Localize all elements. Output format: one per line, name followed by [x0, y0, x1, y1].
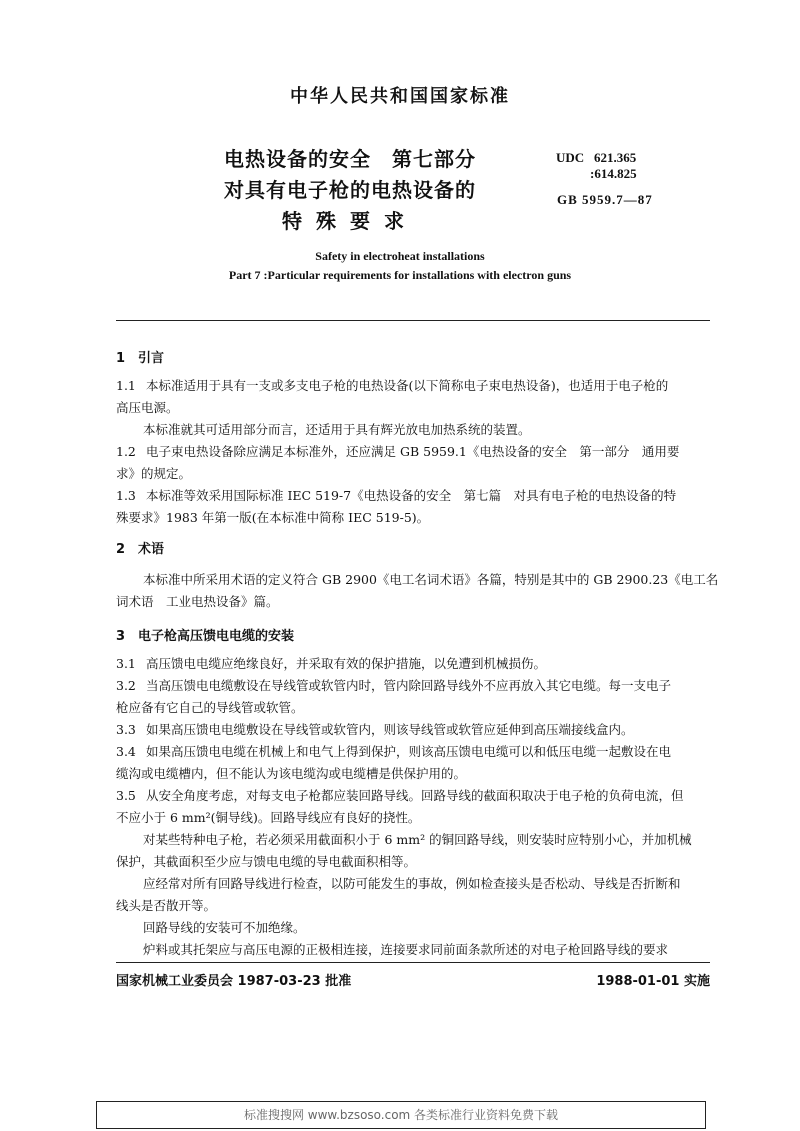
paragraph-text: 线头是否散开等。 — [116, 898, 217, 913]
paragraph-text: 回路导线的安装可不加绝缘。 — [143, 920, 306, 935]
paragraph-text: 缆沟或电缆槽内，但不能认为该电缆沟或电缆槽是供保护用的。 — [116, 766, 467, 781]
document-title-line-2: 对具有电子枪的电热设备的 — [224, 178, 476, 202]
section-1-heading: 1 引言 — [116, 351, 165, 366]
paragraph-3-2 — [116, 676, 671, 696]
standard-org-header: 中华人民共和国国家标准 — [290, 86, 510, 107]
paragraph-text: 求》的规定。 — [116, 466, 192, 481]
paragraph-1-2 — [116, 442, 679, 462]
english-title-line-2: Part 7 :Particular requirements for installations with electron guns — [228, 268, 572, 282]
approval-line: 国家机械工业委员会 1987-03-23 批准 — [116, 974, 352, 989]
section-3-heading: 3 电子枪高压馈电电缆的安装 — [116, 629, 295, 644]
udc-label: UDC — [556, 150, 585, 165]
paragraph-text: 本标准适用于具有一支或多支电子枪的电热设备(以下简称电子束电热设备)，也适用于电子枪的 — [146, 378, 669, 393]
section-2-heading: 2 术语 — [116, 542, 165, 557]
clause-number: 3.3 — [116, 722, 136, 737]
gb-number: GB 5959.7—87 — [557, 192, 653, 207]
udc-code-1: 621.365 — [594, 150, 637, 165]
paragraph-text: 对某些特种电子枪，若必须采用截面积小于 6 mm² 的铜回路导线，则安装时应特别小心，并加机械 — [143, 832, 692, 847]
effective-date: 1988-01-01 实施 — [596, 974, 710, 989]
paragraph-3-4 — [116, 742, 671, 762]
paragraph-text: 当高压馈电电缆敷设在导线管或软管内时，管内除回路导线外不应再放入其它电缆。每一支电子 — [146, 678, 672, 693]
paragraph-text: 不应小于 6 mm²(铜导线)。回路导线应有良好的挠性。 — [116, 810, 421, 825]
paragraph-text: 从安全角度考虑，对每支电子枪都应装回路导线。回路导线的截面积取决于电子枪的负荷电流，但 — [146, 788, 684, 803]
paragraph-text: 如果高压馈电电缆在机械上和电气上得到保护，则该高压馈电电缆可以和低压电缆一起敷设在电 — [146, 744, 672, 759]
paragraph-1-3 — [116, 486, 676, 506]
clause-number: 3.1 — [116, 656, 136, 671]
watermark-banner: 标准搜搜网 www.bzsoso.com 各类标准行业资料免费下载 — [96, 1101, 706, 1129]
clause-number: 3.4 — [116, 744, 136, 759]
paragraph-text: 高压馈电电缆应绝缘良好，并采取有效的保护措施，以免遭到机械损伤。 — [146, 656, 547, 671]
paragraph-1-1 — [116, 376, 668, 396]
paragraph-text: 殊要求》1983 年第一版(在本标准中简称 IEC 519-5)。 — [116, 510, 430, 525]
paragraph-text: 高压电源。 — [116, 400, 179, 415]
paragraph-3-1 — [116, 654, 546, 674]
clause-number: 3.5 — [116, 788, 136, 803]
udc-code-2: :614.825 — [590, 166, 637, 181]
clause-number: 3.2 — [116, 678, 136, 693]
footer-divider — [116, 962, 710, 963]
paragraph-3-3 — [116, 720, 634, 740]
clause-number: 1.1 — [116, 378, 136, 393]
paragraph-text: 炉料或其托架应与高压电源的正极相连接，连接要求同前面条款所述的对电子枪回路导线的要求 — [143, 942, 669, 957]
clause-number: 1.3 — [116, 488, 136, 503]
clause-number: 1.2 — [116, 444, 136, 459]
paragraph-3-5 — [116, 786, 684, 806]
paragraph-text: 枪应备有它自己的导线管或软管。 — [116, 700, 304, 715]
paragraph-text: 词术语 工业电热设备》篇。 — [116, 594, 279, 609]
paragraph-text: 本标准就其可适用部分而言，还适用于具有辉光放电加热系统的装置。 — [143, 422, 531, 437]
paragraph-text: 保护，其截面积至少应与馈电电缆的导电截面积相等。 — [116, 854, 417, 869]
paragraph-text: 如果高压馈电电缆敷设在导线管或软管内，则该导线管或软管应延伸到高压端接线盒内。 — [146, 722, 634, 737]
english-title-line-1: Safety in electroheat installations — [315, 249, 485, 263]
header-divider — [116, 320, 710, 321]
paragraph-text: 本标准等效采用国际标准 IEC 519-7《电热设备的安全 第七篇 对具有电子枪的电热设备的特 — [146, 488, 677, 503]
document-title-line-1: 电热设备的安全 第七部分 — [224, 147, 476, 171]
paragraph-text: 应经常对所有回路导线进行检查，以防可能发生的事故，例如检查接头是否松动、导线是否折断和 — [143, 876, 681, 891]
paragraph-text: 本标准中所采用术语的定义符合 GB 2900《电工名词术语》各篇，特别是其中的 GB 2900.23《电工名 — [143, 572, 719, 587]
paragraph-text: 电子束电热设备除应满足本标准外，还应满足 GB 5959.1《电热设备的安全 第一部分 通用要 — [146, 444, 680, 459]
document-title-line-3: 特殊要求 — [282, 209, 418, 233]
